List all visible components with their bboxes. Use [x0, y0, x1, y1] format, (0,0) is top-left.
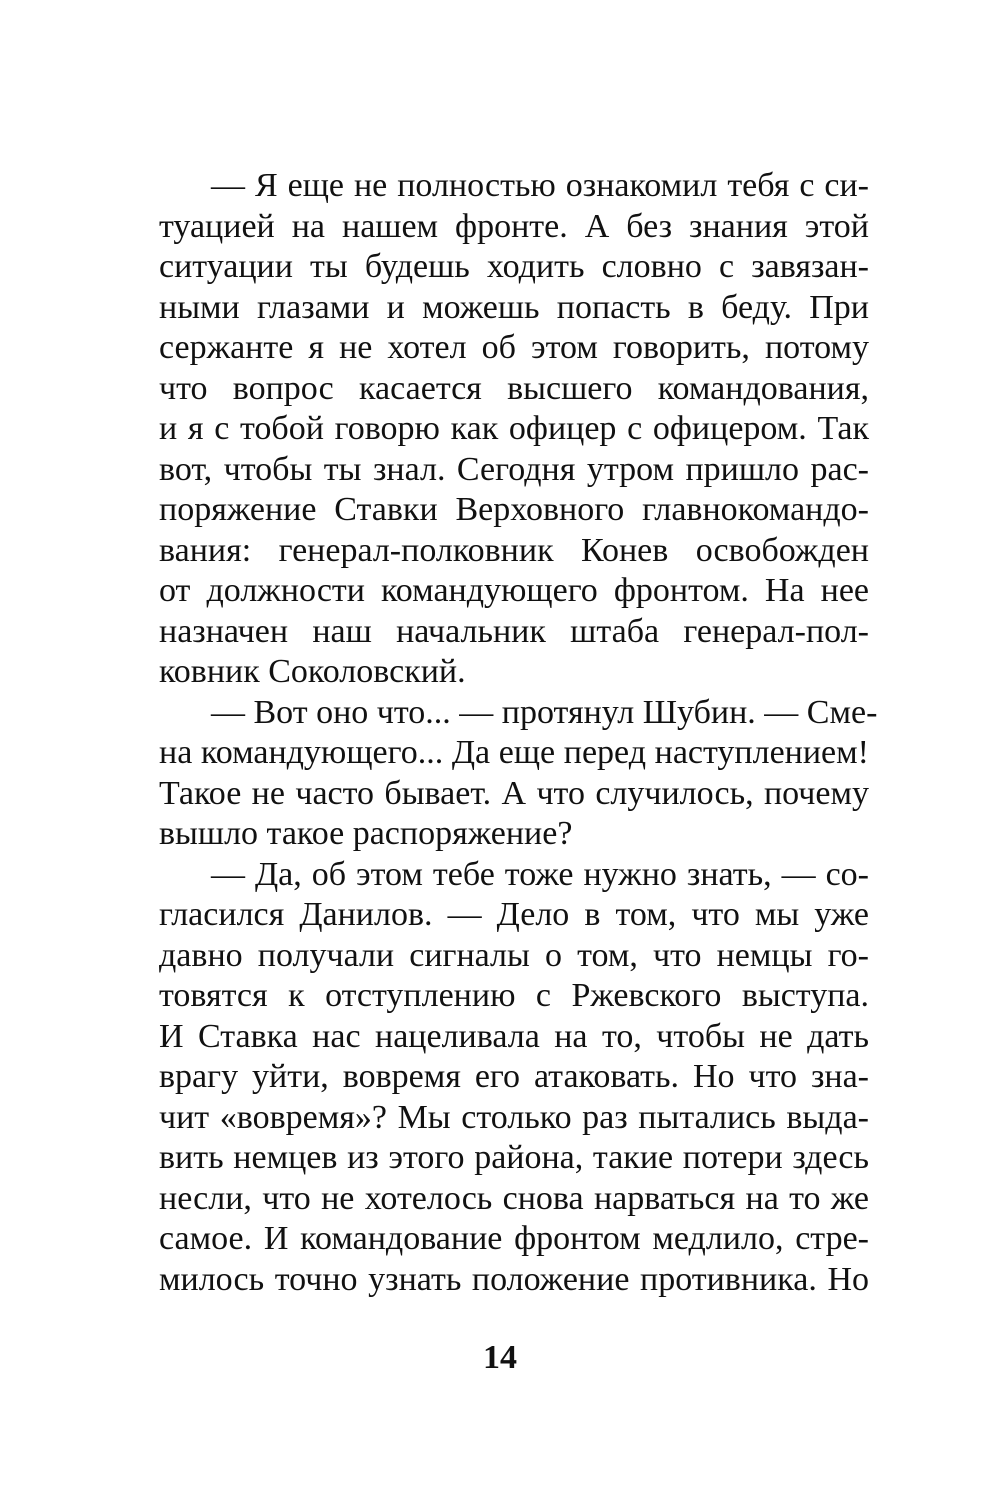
- page-number: 14: [483, 1339, 517, 1376]
- text-line: назначен наш начальник штаба генерал-пол-: [159, 612, 869, 650]
- text-line: сержанте я не хотел об этом говорить, потому: [159, 329, 869, 366]
- paragraph: [159, 855, 869, 1301]
- paragraph: [159, 693, 878, 855]
- body-text: [159, 166, 878, 1300]
- text-line: поряжение Ставки Верховного главнокомандо-: [159, 491, 869, 528]
- text-line: ситуации ты будешь ходить словно с завязан-: [159, 248, 869, 285]
- text-line: ковник Соколовский.: [159, 653, 466, 690]
- text-line: — Я еще не полностью ознакомил тебя с си-: [211, 167, 869, 204]
- text-line: несли, что не хотелось снова нарваться на то же: [159, 1179, 869, 1217]
- text-line: вания: генерал-полковник Конев освобожден: [159, 531, 869, 569]
- text-line: вышло такое распоряжение?: [159, 815, 573, 852]
- text-line: И Ставка нас нацеливала на то, чтобы не дать: [159, 1017, 869, 1055]
- text-line: самое. И командование фронтом медлило, стре-: [159, 1220, 869, 1257]
- text-line: — Вот оно что... — протянул Шубин. — Сме-: [211, 693, 878, 731]
- text-line: что вопрос касается высшего командования,: [159, 369, 869, 407]
- text-line: врагу уйти, вовремя его атаковать. Но что зна-: [159, 1058, 869, 1095]
- text-line: милось точно узнать положение противника. Но: [159, 1260, 869, 1298]
- text-line: — Да, об этом тебе тоже нужно знать, — со-: [211, 855, 869, 893]
- text-line: Такое не часто бывает. А что случилось, почему: [159, 774, 869, 812]
- text-line: вить немцев из этого района, такие потери здесь: [159, 1139, 869, 1176]
- text-line: от должности командующего фронтом. На нее: [159, 572, 869, 609]
- text-line: и я с тобой говорю как офицер с офицером. Так: [159, 410, 869, 447]
- text-line: гласился Данилов. — Дело в том, что мы уже: [159, 896, 869, 933]
- text-line: на командующего... Да еще перед наступлением!: [159, 734, 869, 771]
- paragraph: [159, 166, 869, 693]
- text-line: чит «вовремя»? Мы столько раз пытались выда-: [159, 1098, 869, 1136]
- text-line: ными глазами и можешь попасть в беду. При: [159, 288, 869, 326]
- text-line: давно получали сигналы о том, что немцы го-: [159, 936, 869, 974]
- text-line: вот, чтобы ты знал. Сегодня утром пришло рас-: [159, 450, 869, 488]
- text-line: туацией на нашем фронте. А без знания этой: [159, 207, 869, 245]
- text-line: товятся к отступлению с Ржевского выступа.: [159, 977, 869, 1014]
